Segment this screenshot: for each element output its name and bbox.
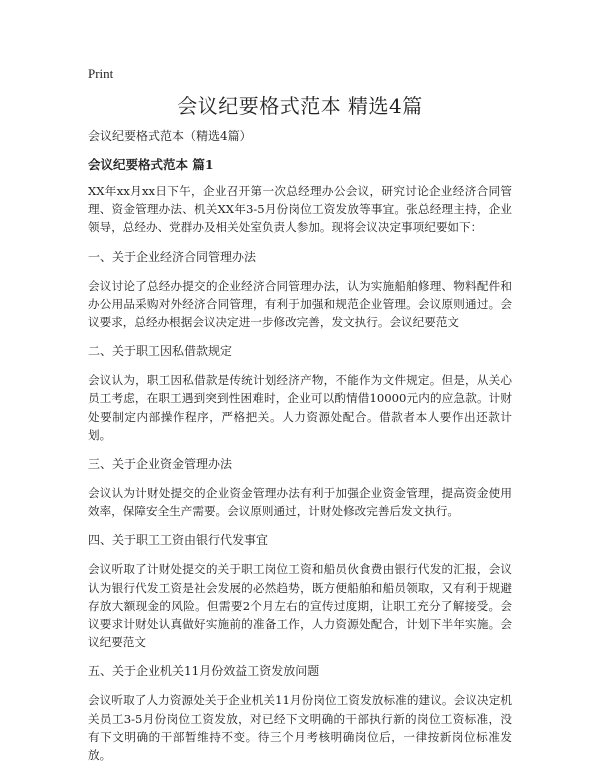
section-heading-1: 一、关于企业经济合同管理办法 [88, 249, 257, 264]
section-body-5: 会议听取了人力资源处关于企业机关11月份岗位工资发放标准的建议。会议决定机关员工3-5月份岗位工资发放，对已经下文明确的干部执行新的岗位工资标准，没有下文明确的干部暂维持不变。待三个月考核明确岗位后，一律按新岗位标准发放。 [88, 693, 512, 763]
article-heading: 会议纪要格式范本 篇1 [88, 157, 214, 172]
section-body-1: 会议讨论了总经办提交的企业经济合同管理办法，认为实施船舶修理、物料配件和办公用品采购对外经济合同管理，有利于加强和规范企业管理。会议原则通过。会议要求，总经办根据会议决定进一步修改完善，发文执行。会议纪要范文 [88, 278, 512, 330]
intro-paragraph: XX年xx月xx日下午，企业召开第一次总经理办公会议，研究讨论企业经济合同管理、资金管理办法、机关XX年3-5月份岗位工资发放等事宜。张总经理主持，企业领导，总经办、党群办及相关处室负责人参加。现将会议决定事项纪要如下： [88, 184, 512, 235]
section-body-4: 会议听取了计财处提交的关于职工岗位工资和船员伙食费由银行代发的汇报，会议认为银行代发工资是社会发展的必然趋势，既方便船舶和船员领取，又有利于规避存放大额现金的风险。但需要2个月左右的宣传过度期，让职工充分了解接受。会议要求计财处认真做好实施前的准备工作，人力资源处配合，计划下半年实施。会议纪要范文 [88, 562, 512, 650]
section-heading-3: 三、关于企业资金管理办法 [88, 457, 233, 472]
print-link[interactable]: Print [88, 66, 114, 81]
page-title: 会议纪要格式范本 精选4篇 [177, 94, 423, 118]
section-body-2: 会议认为，职工因私借款是传统计划经济产物，不能作为文件规定。但是，从关心员工考虑，在职工遇到突到性困难时，企业可以酌情借10000元内的应急款。计财处要制定内部操作程序，严格把关。人力资源处配合。借款者本人要作出还款计划。 [88, 373, 512, 442]
section-heading-4: 四、关于职工工资由银行代发事宜 [88, 533, 269, 548]
document-subtitle: 会议纪要格式范本（精选4篇） [88, 129, 252, 143]
section-body-3: 会议认为计财处提交的企业资金管理办法有利于加强企业资金管理，提高资金使用效率，保障安全生产需要。会议原则通过，计财处修改完善后发文执行。 [88, 486, 512, 519]
section-heading-5: 五、关于企业机关11月份效益工资发放问题 [88, 664, 320, 679]
section-heading-2: 二、关于职工因私借款规定 [88, 344, 233, 359]
